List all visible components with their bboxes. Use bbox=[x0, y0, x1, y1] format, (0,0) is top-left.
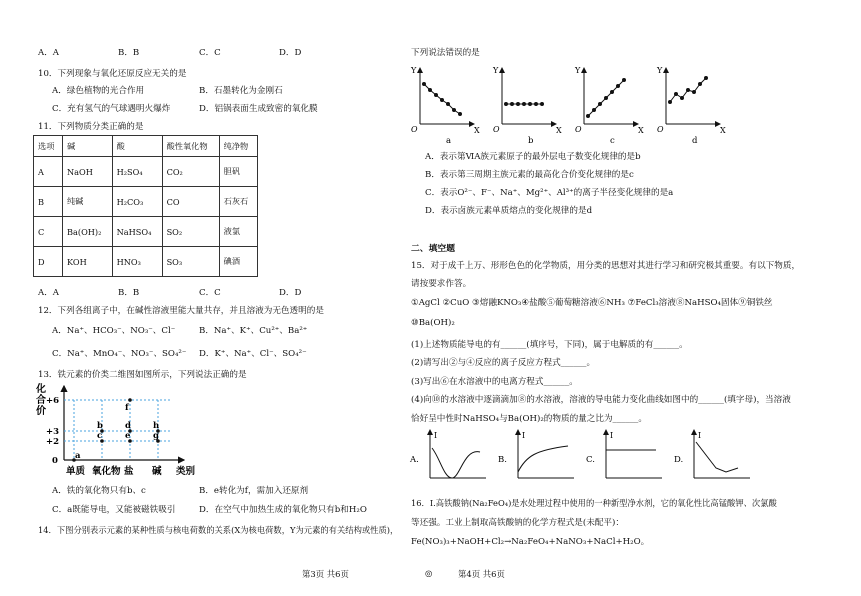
graph-label: b bbox=[528, 136, 534, 146]
table-cell: B bbox=[34, 187, 63, 217]
q15-substance-list-2: ⑩Ba(OH)₂ bbox=[411, 318, 455, 328]
svg-text:X: X bbox=[474, 126, 480, 135]
q12-option-c[interactable]: C．Na⁺、MnO₄⁻、NO₃⁻、SO₄²⁻ bbox=[52, 349, 187, 359]
q12-option-b[interactable]: B．Na⁺、K⁺、Cu²⁺、Ba²⁺ bbox=[199, 326, 308, 336]
graph-label: A. bbox=[410, 455, 419, 465]
graph-option-a[interactable] bbox=[409, 430, 486, 478]
q14-stem: 14．下图分别表示元素的某种性质与核电荷数的关系(X为核电荷数，Y为元素的有关结构或性质)， bbox=[38, 525, 399, 535]
point-label: d bbox=[125, 421, 131, 431]
point-label: b bbox=[97, 421, 103, 431]
point-label: h bbox=[153, 421, 160, 431]
q10-stem: 10．下列现象与氧化还原反应无关的是 bbox=[38, 69, 187, 79]
q15-stem-1: 15．对于成千上万、形形色色的化学物质，用分类的思想对其进行学习和研究极其重要。有以下物质， bbox=[411, 261, 801, 271]
page-number-left: 第3页 共6页 bbox=[302, 569, 349, 579]
y-tick-label: +6 bbox=[46, 396, 60, 406]
q10-option-b[interactable]: B．石墨转化为金刚石 bbox=[199, 86, 283, 96]
table-cell: C bbox=[34, 217, 63, 247]
table-header-cell: 纯净物 bbox=[219, 136, 257, 157]
q14-graphs bbox=[408, 62, 738, 146]
q11-option-b[interactable]: B．B bbox=[118, 288, 140, 298]
table-cell: 胆矾 bbox=[219, 157, 257, 187]
q9-option-a[interactable]: A．A bbox=[38, 48, 60, 58]
graph-label: a bbox=[446, 136, 452, 146]
y-tick-label: 0 bbox=[52, 456, 58, 466]
q12-option-d[interactable]: D．K⁺、Na⁺、Cl⁻、SO₄²⁻ bbox=[199, 349, 307, 359]
diagram-ylabel-char: 化 bbox=[36, 384, 46, 395]
table-cell: 纯碱 bbox=[62, 187, 112, 217]
svg-text:X: X bbox=[556, 126, 562, 135]
diagram-ylabel-char: 合 bbox=[36, 395, 46, 406]
binding-mark: ◎ bbox=[425, 568, 433, 578]
q15-part-3: (3)写出⑥在水溶液中的电离方程式______。 bbox=[411, 377, 578, 387]
point-label: g bbox=[153, 431, 159, 441]
table-header-cell: 选项 bbox=[34, 136, 63, 157]
graph-b bbox=[492, 66, 562, 146]
graph-label: D. bbox=[674, 455, 684, 465]
x-category-label: 碱 bbox=[152, 466, 162, 476]
graph-option-b[interactable] bbox=[498, 430, 574, 478]
graph-a bbox=[410, 66, 480, 146]
q13-option-a[interactable]: A．铁的氧化物只有b、c bbox=[52, 486, 146, 496]
q15-part-4b: 恰好呈中性时NaHSO₄与Ba(OH)₂的物质的量之比为______。 bbox=[411, 414, 647, 424]
section-heading: 二、填空题 bbox=[411, 244, 455, 254]
graph-label: c bbox=[610, 136, 615, 146]
q13-stem: 13．铁元素的价类二维图如图所示，下列说法正确的是 bbox=[38, 370, 247, 380]
q16-line-1: 16．Ⅰ.高铁酸钠(Na₂FeO₄)是水处理过程中使用的一种新型净水剂，它的氧化性比高锰酸钾、次氯酸 bbox=[411, 498, 777, 508]
graph-d bbox=[656, 66, 726, 146]
table-row bbox=[34, 187, 258, 217]
y-tick-label: +2 bbox=[46, 437, 60, 447]
q12-stem: 12．下列各组离子中，在碱性溶液里能大量共存，并且溶液为无色透明的是 bbox=[38, 306, 324, 316]
table-cell: 液氯 bbox=[219, 217, 257, 247]
table-cell: SO₂ bbox=[162, 217, 219, 247]
svg-text:X: X bbox=[720, 126, 726, 135]
svg-text:I: I bbox=[434, 431, 438, 440]
q15-part-4a: (4)向⑩的水溶液中逐滴滴加⑧的水溶液，溶液的导电能力变化曲线如图中的______(填字母)，当溶液 bbox=[411, 395, 791, 405]
svg-text:I: I bbox=[698, 431, 702, 440]
q15-part-2: (2)请写出②与④反应的离子反应方程式______。 bbox=[411, 358, 596, 368]
diagram-ylabel-char: 价 bbox=[36, 406, 46, 417]
svg-text:Y: Y bbox=[575, 66, 581, 75]
q14-option-c[interactable]: C．表示O²⁻、F⁻、Na⁺、Mg²⁺、Al³⁺的离子半径变化规律的是a bbox=[425, 188, 674, 198]
table-cell: SO₃ bbox=[162, 247, 219, 277]
q15-substance-list: ①AgCl ②CuO ③熔融KNO₃④盐酸⑤葡萄糖溶液⑥NH₃ ⑦FeCl₃溶液⑧NaHSO₄固体⑨铜铁丝 bbox=[411, 298, 773, 308]
table-cell: CO bbox=[162, 187, 219, 217]
table-cell: NaHSO₄ bbox=[112, 217, 162, 247]
q15-part-1: (1)上述物质能导电的有______(填序号，下同)，属于电解质的有______。 bbox=[411, 340, 688, 350]
point-label: e bbox=[125, 431, 131, 441]
table-cell: CO₂ bbox=[162, 157, 219, 187]
table-cell: Ba(OH)₂ bbox=[62, 217, 112, 247]
point-label: f bbox=[125, 403, 129, 413]
table-row bbox=[34, 157, 258, 187]
table-cell: D bbox=[34, 247, 63, 277]
svg-text:I: I bbox=[522, 431, 526, 440]
table-row bbox=[34, 247, 258, 277]
q14-stem-continued: 下列说法错误的是 bbox=[411, 48, 480, 58]
graph-c bbox=[574, 66, 644, 146]
q10-option-a[interactable]: A．绿色植物的光合作用 bbox=[52, 86, 145, 96]
q11-option-a[interactable]: A．A bbox=[38, 288, 60, 298]
graph-label: B. bbox=[498, 455, 507, 465]
point-label: c bbox=[97, 431, 103, 441]
q10-option-c[interactable]: C．充有氢气的气球遇明火爆炸 bbox=[52, 104, 171, 114]
x-category-label: 单质 bbox=[66, 466, 86, 476]
point-label: a bbox=[75, 451, 81, 461]
table-row bbox=[34, 217, 258, 247]
x-category-label: 氧化物 bbox=[92, 466, 121, 476]
q13-option-b[interactable]: B．e转化为f，需加入还原剂 bbox=[199, 486, 309, 496]
graph-option-d[interactable] bbox=[674, 430, 750, 478]
x-category-label: 盐 bbox=[124, 466, 134, 476]
svg-text:O: O bbox=[575, 125, 582, 134]
table-cell: 石灰石 bbox=[219, 187, 257, 217]
graph-label: C. bbox=[586, 455, 595, 465]
q13-option-c[interactable]: C．a既能导电，又能被磁铁吸引 bbox=[52, 505, 176, 515]
q10-option-d[interactable]: D．铝锅表面生成致密的氧化膜 bbox=[199, 104, 318, 114]
table-cell: H₂CO₃ bbox=[112, 187, 162, 217]
table-cell: A bbox=[34, 157, 63, 187]
table-cell: KOH bbox=[62, 247, 112, 277]
table-cell: NaOH bbox=[62, 157, 112, 187]
page-number-right: 第4页 共6页 bbox=[458, 569, 505, 579]
y-tick-label: +3 bbox=[46, 427, 60, 437]
q14-option-a[interactable]: A．表示第ⅥA族元素原子的最外层电子数变化规律的是b bbox=[425, 152, 641, 162]
graph-label: d bbox=[692, 136, 698, 146]
table-header-cell: 酸性氧化物 bbox=[162, 136, 219, 157]
q12-option-a[interactable]: A．Na⁺、HCO₃⁻、NO₃⁻、Cl⁻ bbox=[52, 326, 176, 336]
iron-valence-diagram bbox=[34, 380, 220, 476]
table-header-row bbox=[34, 136, 258, 157]
svg-text:I: I bbox=[610, 431, 614, 440]
svg-text:O: O bbox=[493, 125, 500, 134]
q14-option-b[interactable]: B．表示第三周期主族元素的最高化合价变化规律的是c bbox=[425, 170, 634, 180]
table-header-cell: 酸 bbox=[112, 136, 162, 157]
q11-stem: 11．下列物质分类正确的是 bbox=[38, 122, 144, 132]
svg-text:X: X bbox=[638, 126, 644, 135]
q14-option-d[interactable]: D．表示卤族元素单质熔点的变化规律的是d bbox=[425, 206, 593, 216]
svg-text:O: O bbox=[657, 125, 664, 134]
q16-line-2: 等还强。工业上制取高铁酸钠的化学方程式是(未配平)： bbox=[411, 518, 624, 528]
diagram-points bbox=[72, 398, 160, 462]
conductivity-graphs bbox=[408, 428, 758, 488]
svg-text:Y: Y bbox=[493, 66, 499, 75]
q11-option-d[interactable]: D．D bbox=[279, 288, 302, 298]
q11-classification-table bbox=[33, 135, 258, 277]
q15-stem-2: 请按要求作答。 bbox=[411, 279, 472, 289]
svg-text:Y: Y bbox=[657, 66, 663, 75]
q9-option-c[interactable]: C．C bbox=[199, 48, 221, 58]
q11-option-c[interactable]: C．C bbox=[199, 288, 221, 298]
table-cell: H₂SO₄ bbox=[112, 157, 162, 187]
q16-equation: Fe(NO₃)₃+NaOH+Cl₂→Na₂FeO₄+NaNO₃+NaCl+H₂O。 bbox=[411, 537, 650, 547]
graph-option-c[interactable] bbox=[586, 430, 662, 478]
svg-text:Y: Y bbox=[411, 66, 417, 75]
q9-option-d[interactable]: D．D bbox=[279, 48, 302, 58]
svg-text:O: O bbox=[411, 125, 418, 134]
table-cell: 碘酒 bbox=[219, 247, 257, 277]
table-cell: HNO₃ bbox=[112, 247, 162, 277]
table-header-cell: 碱 bbox=[62, 136, 112, 157]
q13-option-d[interactable]: D．在空气中加热生成的氧化物只有b和H₂O bbox=[199, 505, 367, 515]
x-axis-label: 类别 bbox=[176, 466, 196, 476]
q9-option-b[interactable]: B．B bbox=[118, 48, 140, 58]
